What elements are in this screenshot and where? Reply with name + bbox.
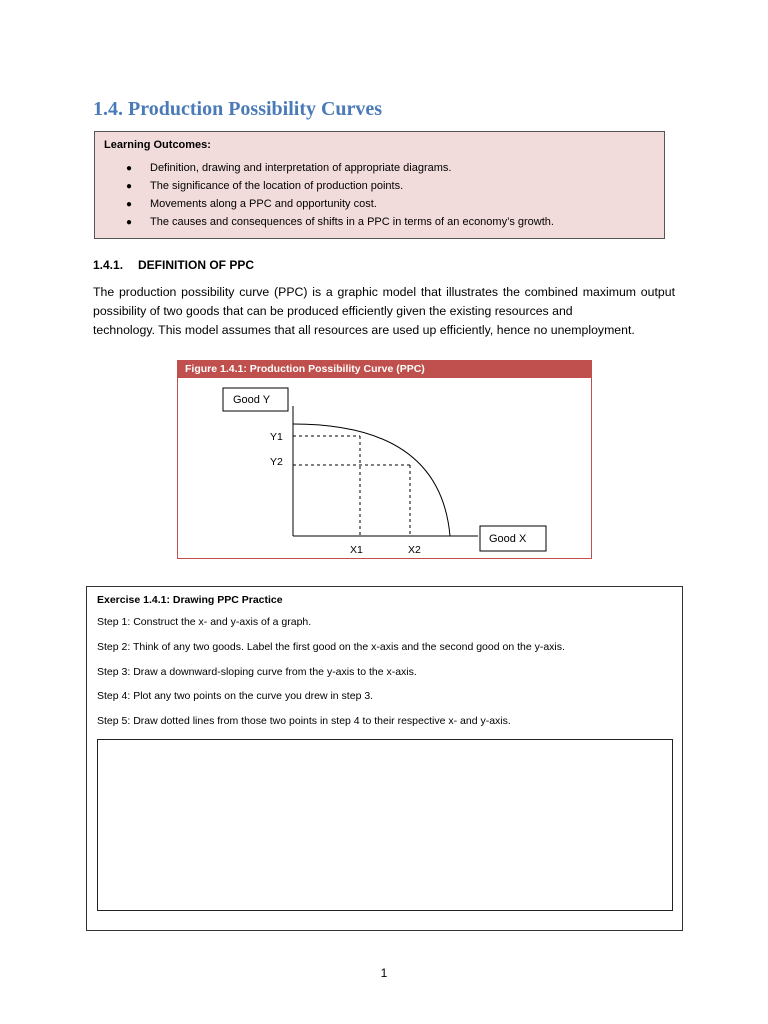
exercise-step: Step 5: Draw dotted lines from those two points in step 4 to their respective x- and y-axis. — [97, 715, 511, 727]
learning-outcomes-list — [95, 162, 664, 234]
bullet-icon: ● — [126, 199, 133, 210]
exercise-step: Step 1: Construct the x- and y-axis of a graph. — [97, 616, 312, 628]
section-heading — [93, 258, 254, 272]
list-item — [95, 216, 664, 234]
list-item — [95, 180, 664, 198]
learning-outcomes-title: Learning Outcomes: — [104, 139, 211, 151]
bullet-icon: ● — [126, 217, 133, 228]
bullet-icon: ● — [126, 163, 133, 174]
section-heading-text: DEFINITION OF PPC — [138, 258, 255, 272]
exercise-step: Step 4: Plot any two points on the curve you drew in step 3. — [97, 690, 374, 702]
x-tick-label: X1 — [350, 544, 363, 556]
drawing-area[interactable] — [97, 739, 673, 911]
list-item-text: Movements along a PPC and opportunity cost. — [150, 198, 377, 210]
exercise-title: Exercise 1.4.1: Drawing PPC Practice — [97, 594, 283, 606]
ppc-chart — [178, 361, 593, 560]
ppc-figure — [177, 360, 592, 559]
x-tick-label: X2 — [408, 544, 421, 556]
figure-caption: Figure 1.4.1: Production Possibility Curve (PPC) — [178, 361, 591, 378]
definition-text-last-line: technology. This model assumes that all resources are used up efficiently, hence no unemployment. — [93, 323, 635, 337]
section-number: 1.4.1. — [93, 258, 124, 272]
exercise-step: Step 3: Draw a downward-sloping curve from the y-axis to the x-axis. — [97, 666, 417, 678]
list-item — [95, 162, 664, 180]
definition-paragraph — [93, 283, 675, 340]
x-axis-label: Good X — [489, 533, 527, 545]
ppc-curve — [293, 424, 450, 536]
page-number: 1 — [380, 966, 388, 980]
definition-text: The production possibility curve (PPC) is a graphic model that illustrates the combined maximum output possibility of two goods that can be produced efficiently given the existing resources and — [93, 285, 675, 318]
page-title: 1.4. Production Possibility Curves — [93, 98, 383, 120]
list-item-text: The significance of the location of production points. — [150, 180, 404, 192]
list-item-text: Definition, drawing and interpretation of appropriate diagrams. — [150, 162, 452, 174]
exercise-step: Step 2: Think of any two goods. Label the first good on the x-axis and the second good on the y-axis. — [97, 641, 565, 653]
list-item-text: The causes and consequences of shifts in a PPC in terms of an economy’s growth. — [150, 216, 554, 228]
exercise-box — [86, 586, 683, 931]
learning-outcomes-box — [94, 131, 665, 239]
list-item — [95, 198, 664, 216]
y-tick-label: Y1 — [270, 431, 283, 443]
bullet-icon: ● — [126, 181, 133, 192]
y-axis-label: Good Y — [233, 394, 271, 406]
y-tick-label: Y2 — [270, 456, 283, 468]
